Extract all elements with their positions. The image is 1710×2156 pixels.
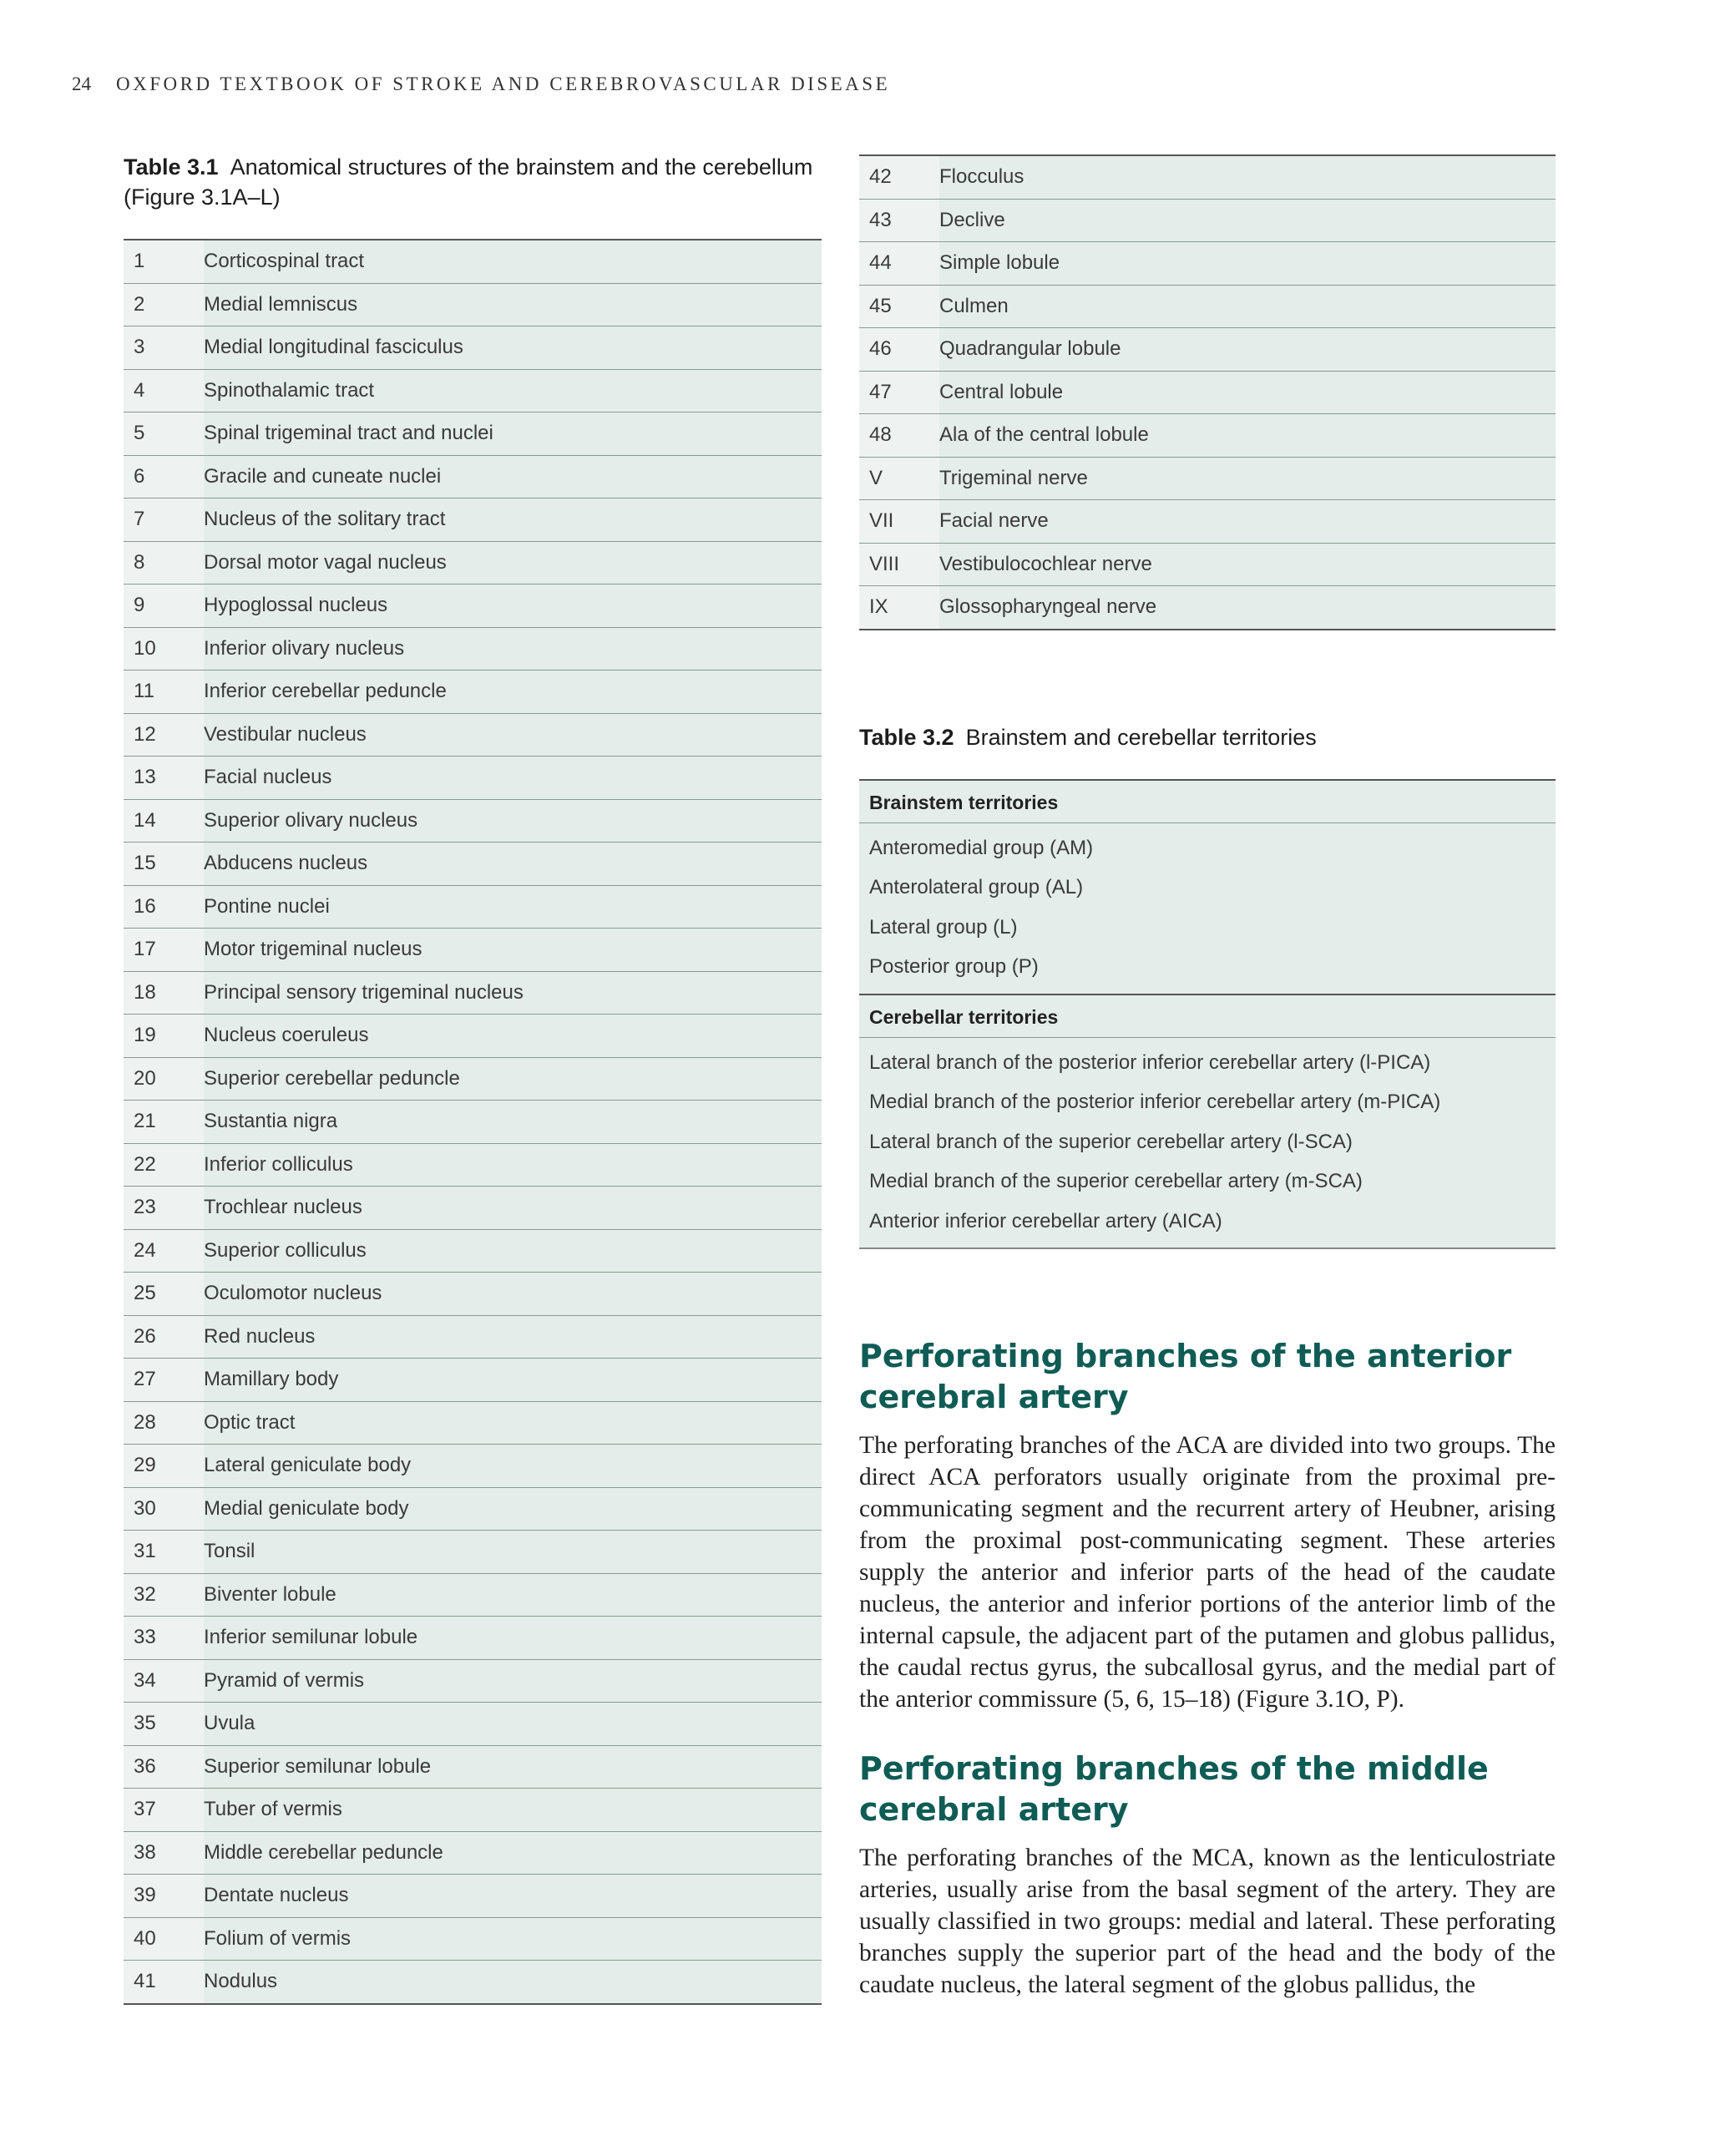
row-structure-name: Spinal trigeminal tract and nuclei (204, 412, 822, 456)
table-3-1-part-1 (124, 239, 822, 2005)
row-number: V (859, 457, 939, 500)
table-row (124, 799, 822, 843)
row-structure-name: Superior colliculus (204, 1229, 822, 1273)
table-row (124, 1917, 822, 1961)
table-3-1-caption (124, 152, 822, 212)
row-number: IX (859, 586, 939, 630)
table-row (124, 541, 822, 585)
row-structure-name: Nucleus coeruleus (204, 1015, 822, 1058)
row-number: 46 (859, 328, 939, 372)
row-number: 20 (124, 1057, 204, 1101)
table-row (124, 1573, 822, 1617)
row-number: 21 (124, 1101, 204, 1144)
table-3-2-body (859, 779, 1556, 1250)
row-structure-name: Medial geniculate body (204, 1487, 822, 1531)
row-number: 15 (124, 843, 204, 886)
row-structure-name: Spinothalamic tract (204, 369, 822, 412)
row-structure-name: Dorsal motor vagal nucleus (204, 541, 822, 585)
table-row (124, 843, 822, 886)
table-row (124, 1273, 822, 1316)
brainstem-territories-heading: Brainstem territories (859, 781, 1556, 823)
row-structure-name: Medial longitudinal fasciculus (204, 326, 822, 370)
row-number: 28 (124, 1401, 204, 1445)
row-number: 37 (124, 1789, 204, 1832)
row-number: 13 (124, 757, 204, 800)
table-row (124, 1359, 822, 1402)
row-structure-name: Trigeminal nerve (939, 457, 1556, 500)
row-number: 25 (124, 1273, 204, 1316)
row-structure-name: Abducens nucleus (204, 843, 822, 886)
table-3-2-caption (859, 722, 1556, 752)
row-number: 18 (124, 971, 204, 1015)
table-row (124, 1487, 822, 1531)
row-structure-name: Quadrangular lobule (939, 328, 1556, 372)
brainstem-territories-list (859, 823, 1556, 995)
table-row (124, 240, 822, 283)
row-number: 4 (124, 369, 204, 412)
row-number: 44 (859, 242, 939, 286)
table-row (124, 1401, 822, 1445)
row-structure-name: Ala of the central lobule (939, 414, 1556, 458)
row-number: VIII (859, 543, 939, 586)
row-number: 26 (124, 1315, 204, 1359)
table-row (859, 543, 1556, 586)
row-structure-name: Optic tract (204, 1401, 822, 1445)
row-number: 10 (124, 627, 204, 671)
row-structure-name: Nodulus (204, 1961, 822, 2004)
row-structure-name: Sustantia nigra (204, 1101, 822, 1144)
row-number: 19 (124, 1015, 204, 1058)
row-structure-name: Central lobule (939, 371, 1556, 414)
row-number: 1 (124, 240, 204, 283)
row-structure-name: Mamillary body (204, 1359, 822, 1402)
table-row (859, 328, 1556, 372)
table-row (124, 1703, 822, 1746)
row-number: 16 (124, 885, 204, 929)
row-structure-name: Culmen (939, 285, 1556, 328)
territory-item: Medial branch of the posterior inferior cerebellar artery (m-PICA) (869, 1091, 1441, 1113)
table-row (124, 885, 822, 929)
row-number: 32 (124, 1573, 204, 1617)
row-structure-name: Declive (939, 199, 1556, 242)
table-row (124, 971, 822, 1015)
table-row (859, 586, 1556, 630)
row-structure-name: Inferior olivary nucleus (204, 627, 822, 671)
row-number: 29 (124, 1445, 204, 1488)
table-row (859, 155, 1556, 199)
row-structure-name: Uvula (204, 1703, 822, 1746)
table-row (859, 500, 1556, 544)
table-row (859, 285, 1556, 328)
table-row (124, 1831, 822, 1875)
row-number: 14 (124, 799, 204, 843)
row-number: 11 (124, 671, 204, 714)
row-structure-name: Tuber of vermis (204, 1789, 822, 1832)
row-number: 48 (859, 414, 939, 458)
table-row (124, 671, 822, 714)
row-number: 8 (124, 541, 204, 585)
row-number: 27 (124, 1359, 204, 1402)
row-number: 42 (859, 155, 939, 199)
row-number: 5 (124, 412, 204, 456)
territory-item: Medial branch of the superior cerebellar artery (m-SCA) (869, 1170, 1363, 1192)
territory-item: Anteromedial group (AM) (869, 836, 1094, 859)
table-row (124, 1143, 822, 1187)
row-structure-name: Inferior cerebellar peduncle (204, 671, 822, 714)
table-row (124, 1659, 822, 1703)
row-number: 30 (124, 1487, 204, 1531)
row-structure-name: Dentate nucleus (204, 1875, 822, 1918)
table-row (124, 455, 822, 499)
row-structure-name: Trochlear nucleus (204, 1187, 822, 1230)
table-row (124, 1617, 822, 1660)
table-row (124, 585, 822, 628)
table-row (124, 713, 822, 757)
section-heading-mca: Perforating branches of the middle cerebral artery (859, 1750, 1489, 1828)
table-3-2-title: Brainstem and cerebellar territories (965, 724, 1317, 750)
row-number: 31 (124, 1531, 204, 1574)
table-row (124, 1101, 822, 1144)
table-row (124, 1875, 822, 1918)
table-row (124, 283, 822, 326)
section-text-aca: The perforating branches of the ACA are divided into two groups. The direct ACA perforators usually originate from the proximal pre-communicating segment and the recurrent artery of Heubner, arising from the proximal post-communicating segment. These arteries supply the anterior and inferior parts of the head of the caudate nucleus, the anterior and inferior portions of the anterior limb of the internal capsule, the adjacent part of the putamen and globus pallidus, the caudal rectus gyrus, the subcallosal gyrus, and the medial part of the anterior commissure (5, 6, 15–18) (Figure 3.1O, P). (859, 1432, 1556, 1713)
row-number: 12 (124, 713, 204, 757)
row-number: 43 (859, 199, 939, 242)
row-structure-name: Facial nerve (939, 500, 1556, 544)
row-structure-name: Vestibular nucleus (204, 713, 822, 757)
row-structure-name: Tonsil (204, 1531, 822, 1574)
table-row (124, 1187, 822, 1230)
cerebellar-territories-heading: Cerebellar territories (859, 995, 1556, 1038)
row-number: 7 (124, 499, 204, 542)
territory-item: Lateral group (L) (869, 915, 1018, 939)
row-structure-name: Inferior semilunar lobule (204, 1617, 822, 1660)
row-structure-name: Middle cerebellar peduncle (204, 1831, 822, 1875)
table-row (124, 499, 822, 542)
row-structure-name: Oculomotor nucleus (204, 1273, 822, 1316)
row-structure-name: Inferior colliculus (204, 1143, 822, 1187)
row-number: 47 (859, 371, 939, 414)
row-number: 35 (124, 1703, 204, 1746)
table-row (124, 1789, 822, 1832)
row-structure-name: Lateral geniculate body (204, 1445, 822, 1488)
row-number: 17 (124, 929, 204, 972)
table-row (124, 326, 822, 370)
territory-item: Anterolateral group (AL) (869, 876, 1084, 898)
territory-item: Lateral branch of the posterior inferior cerebellar artery (l-PICA) (869, 1050, 1431, 1074)
row-structure-name: Facial nucleus (204, 757, 822, 800)
row-number: 2 (124, 283, 204, 326)
table-row (859, 414, 1556, 458)
table-3-1-title: Anatomical structures of the brainstem and the cerebellum (Figure 3.1A–L) (124, 154, 813, 210)
book-title: OXFORD TEXTBOOK OF STROKE AND CEREBROVASCULAR DISEASE (116, 73, 891, 94)
row-structure-name: Biventer lobule (204, 1573, 822, 1617)
row-structure-name: Superior cerebellar peduncle (204, 1057, 822, 1101)
table-row (124, 757, 822, 800)
row-structure-name: Principal sensory trigeminal nucleus (204, 971, 822, 1015)
cerebellar-territories-list (859, 1038, 1556, 1248)
row-structure-name: Superior semilunar lobule (204, 1745, 822, 1789)
row-structure-name: Hypoglossal nucleus (204, 585, 822, 628)
section-heading-aca: Perforating branches of the anterior cerebral artery (859, 1338, 1512, 1415)
table-row (124, 929, 822, 972)
table-row (124, 1229, 822, 1273)
table-row (124, 369, 822, 412)
table-3-2-label: Table 3.2 (859, 724, 954, 750)
table-row (859, 457, 1556, 500)
table-row (124, 1445, 822, 1488)
row-structure-name: Red nucleus (204, 1315, 822, 1359)
row-number: 22 (124, 1143, 204, 1187)
left-column (124, 152, 822, 2005)
row-structure-name: Pyramid of vermis (204, 1659, 822, 1703)
page-number: 24 (72, 73, 91, 94)
table-row (859, 199, 1556, 242)
running-head (72, 73, 890, 95)
table-3-1-label: Table 3.1 (124, 154, 219, 180)
table-row (859, 371, 1556, 414)
row-structure-name: Motor trigeminal nucleus (204, 929, 822, 972)
row-number: 9 (124, 585, 204, 628)
row-structure-name: Pontine nuclei (204, 885, 822, 929)
row-number: 3 (124, 326, 204, 370)
table-row (124, 1531, 822, 1574)
section-text-mca: The perforating branches of the MCA, known as the lenticulostriate arteries, usually arise from the basal segment of the artery. They are usually classified in two groups: medial and lateral. These perforating branches supply the superior part of the head and the body of the caudate nucleus, the lateral segment of the globus pallidus, the (859, 1845, 1556, 1998)
row-number: 41 (124, 1961, 204, 2004)
table-row (859, 242, 1556, 286)
row-structure-name: Nucleus of the solitary tract (204, 499, 822, 542)
table-3-1-part-2 (859, 154, 1556, 630)
row-number: 39 (124, 1875, 204, 1918)
row-structure-name: Medial lemniscus (204, 283, 822, 326)
row-number: 6 (124, 455, 204, 499)
row-number: 45 (859, 285, 939, 328)
row-number: 33 (124, 1617, 204, 1660)
table-row (124, 1057, 822, 1101)
table-row (124, 627, 822, 671)
row-structure-name: Vestibulocochlear nerve (939, 543, 1556, 586)
table-row (124, 1015, 822, 1058)
row-structure-name: Folium of vermis (204, 1917, 822, 1961)
territory-item: Anterior inferior cerebellar artery (AICA) (869, 1209, 1222, 1232)
row-structure-name: Flocculus (939, 155, 1556, 199)
table-row (124, 1961, 822, 2004)
row-number: 24 (124, 1229, 204, 1273)
right-column (859, 154, 1556, 2001)
row-structure-name: Superior olivary nucleus (204, 799, 822, 843)
territory-item: Posterior group (P) (869, 955, 1039, 978)
row-number: 34 (124, 1659, 204, 1703)
row-number: 36 (124, 1745, 204, 1789)
row-structure-name: Simple lobule (939, 242, 1556, 286)
table-3-2 (859, 722, 1556, 1250)
row-number: 40 (124, 1917, 204, 1961)
row-number: 38 (124, 1831, 204, 1875)
row-number: VII (859, 500, 939, 544)
table-row (124, 1745, 822, 1789)
table-row (124, 412, 822, 456)
row-structure-name: Gracile and cuneate nuclei (204, 455, 822, 499)
territory-item: Lateral branch of the superior cerebellar artery (l-SCA) (869, 1130, 1353, 1153)
table-row (124, 1315, 822, 1359)
row-structure-name: Glossopharyngeal nerve (939, 586, 1556, 630)
row-structure-name: Corticospinal tract (204, 240, 822, 283)
row-number: 23 (124, 1187, 204, 1230)
